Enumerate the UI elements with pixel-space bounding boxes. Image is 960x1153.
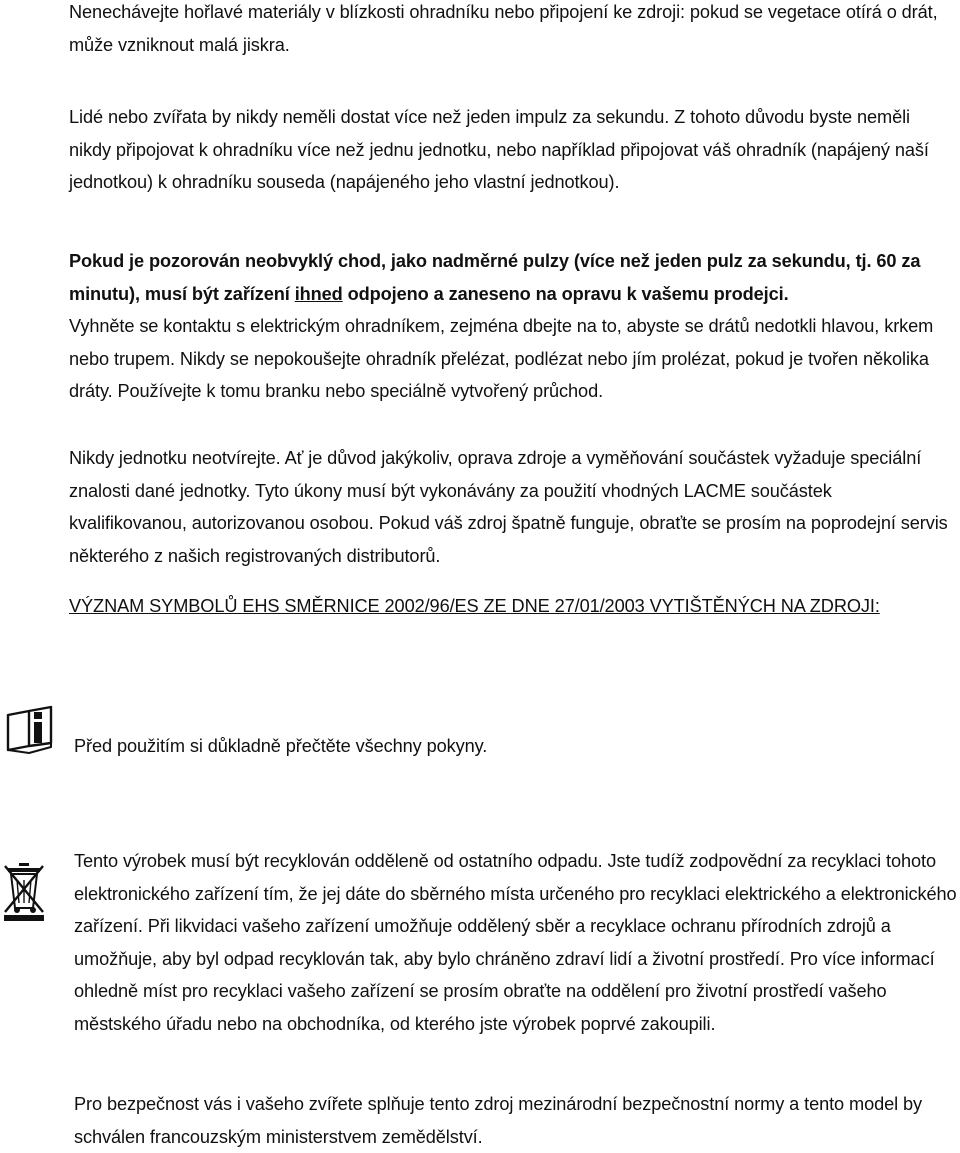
crossed-out-wheelie-bin-icon (2, 860, 46, 922)
abnormal-operation-text-end: odpojeno a zaneseno na opravu k vašemu prodejci. (342, 283, 789, 304)
underlined-word-ihned: ihned (294, 283, 343, 304)
paragraph-avoid-contact: Vyhněte se kontaktu s elektrickým ohradníkem, zejména dbejte na to, abyste se drátů nedotkli hlavou, krkem nebo trupem. Nikdy se nepokoušejte ohradník přelézat, podlézat nebo jím prolézat, pokud je tvořen několika dráty. Používejte k tomu branku nebo speciálně vytvořený průchod. (69, 316, 934, 401)
paragraph-flammable-materials: Nenechávejte hořlavé materiály v blízkosti ohradníku nebo připojení ke zdroji: pokud se vegetace otírá o drát, může vzniknout malá jiskra. (69, 2, 938, 55)
compliance-text: Pro bezpečnost vás i vašeho zvířete splňuje tento zdroj mezinárodní bezpečnostní normy a tento model by schválen francouzským ministerstvem zemědělství. (74, 1094, 923, 1147)
abnormal-operation-text-start: Pokud je pozorován neobvyklý chod, jako nadměrné pulzy (více než jeden pulz za sekundu, tj. 60 za minutu), musí být zařízení (69, 251, 921, 304)
recycling-text: Tento výrobek musí být recyklován odděleně od ostatního odpadu. Jste tudíž zodpovědní za recyklaci tohoto elektronického zařízení tím, že jej dáte do sběrného místa určeného pro recyklaci elektrického a elektronického zařízení. Při likvidaci vašeho zařízení umožňuje oddělený sběr a recyklace ochranu přírodních zdrojů a umožňuje, aby byl odpad recyklován tak, aby bylo chráněno zdraví lidí a životní prostředí. Pro více informací ohledně míst pro recyklaci vašeho zařízení se prosím obraťte na oddělení pro životní prostředí vašeho městského úřadu nebo na obchodníka, od kterého jste výrobek poprvé zakoupili. (74, 851, 957, 1034)
paragraph-impulse-limit: Lidé nebo zvířata by nikdy neměli dostat více než jeden impulz za sekundu. Z tohoto důvodu byste neměli nikdy připojovat k ohradníku více než jednu jednotku, nebo například připojovat váš ohradník (napájený naší jednotkou) k ohradníku souseda (napájeného jeho vlastní jednotkou). (69, 107, 929, 192)
paragraph-abnormal-operation (69, 245, 954, 310)
read-manual-icon (5, 704, 55, 754)
read-instructions-text: Před použitím si důkladně přečtěte všechny pokyny. (74, 736, 488, 756)
symbols-heading: VÝZNAM SYMBOLŮ EHS SMĚRNICE 2002/96/ES ZE DNE 27/01/2003 VYTIŠTĚNÝCH NA ZDROJI: (69, 596, 880, 616)
paragraph-do-not-open: Nikdy jednotku neotvírejte. Ať je důvod jakýkoliv, oprava zdroje a vyměňování součástek vyžaduje speciální znalosti dané jednotky. Tyto úkony musí být vykonávány za použití vhodných LACME součástek kvalifikovanou, autorizovanou osobou. Pokud váš zdroj špatně funguje, obraťte se prosím na poprodejní servis některého z našich registrovaných distributorů. (69, 448, 948, 566)
